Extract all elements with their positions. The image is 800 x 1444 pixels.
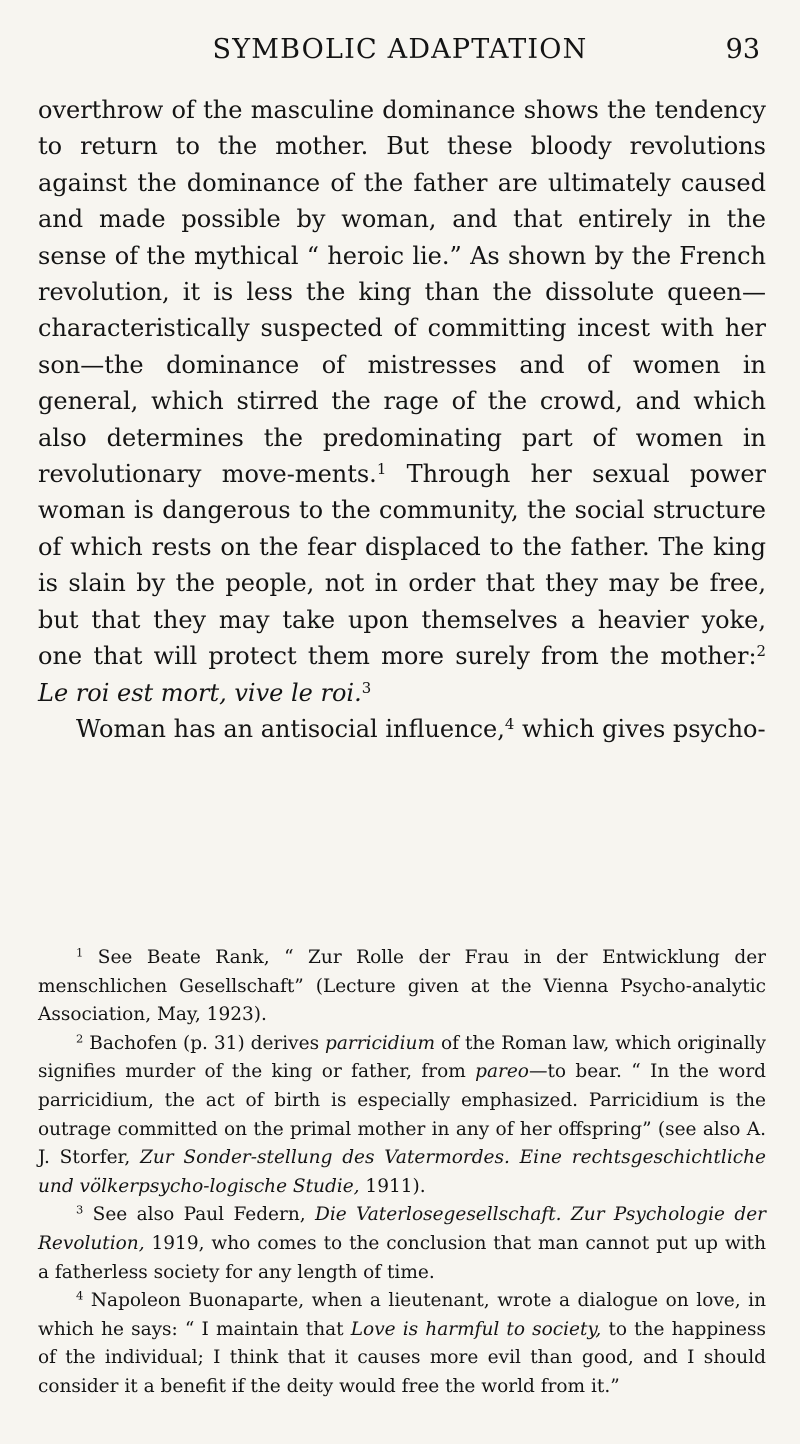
footnote-number: 2 [76, 1031, 84, 1046]
footnotes [38, 944, 766, 1402]
body-text-run: Woman has an antisocial influence, [76, 714, 505, 743]
footnote-term: parricidium [325, 1032, 436, 1054]
footnote-text: Napoleon Buonaparte, when a lieutenant, wrote a dialogue on love, in which he says: “ I maintain that [38, 1290, 766, 1340]
body-text-run: Through her sexual power woman is dangerous to the community, the social structure of which rests on the fear displaced to the father. The king is slain by the people, not in order that they may be free, but that they may take upon themselves a heavier yoke, one that will protect them more surely from the mother: [38, 460, 766, 671]
footnote-1 [38, 944, 766, 1030]
footnote-number: 3 [76, 1203, 84, 1218]
footnote-number: 4 [76, 1288, 84, 1303]
footnote-term: pareo [475, 1061, 529, 1083]
running-title: SYMBOLIC ADAPTATION [212, 34, 588, 65]
body-text-run: which gives psycho- [514, 714, 766, 743]
page-number: 93 [725, 34, 760, 65]
footnote-ref: 1 [376, 459, 387, 478]
footnote-2 [38, 1030, 766, 1202]
footnote-text: to the happiness of the individual; I think that it causes more evil than good, and I should consider it a benefit if the deity would free the world from it.” [38, 1318, 766, 1397]
body-text [38, 92, 766, 747]
body-paragraph [38, 92, 766, 711]
footnote-work-title: Die Vaterlosegesellschaft. Zur Psychologie der Revolution, [38, 1204, 767, 1254]
footnote-4 [38, 1287, 766, 1401]
footnote-text: —to bear. “ In the word parricidium, the act of birth is especially emphasized. Parricidium is the outrage committed on the primal mother in any of her offspring” (see also A. J. Storfer, [38, 1061, 767, 1169]
footnote-ref: 3 [361, 678, 372, 697]
body-paragraph [38, 711, 766, 747]
running-head [0, 34, 800, 74]
footnote-ref: 4 [504, 714, 515, 733]
footnote-text: Bachofen (p. 31) derives [83, 1032, 326, 1054]
footnote-quote: Love is harmful to society, [350, 1318, 602, 1340]
footnote-text: See Beate Rank, “ Zur Rolle der Frau in der Entwicklung der menschlichen Gesellschaft” (Lecture given at the Vienna Psycho-analytic Association, May, 1923). [38, 947, 766, 1026]
footnote-number: 1 [76, 945, 84, 960]
footnote-text: 1911). [359, 1175, 426, 1197]
footnote-ref: 2 [756, 641, 766, 660]
footnote-3 [38, 1201, 766, 1287]
french-quote: Le roi est mort, vive le roi. [38, 678, 362, 707]
footnote-work-title: Zur Sonder-stellung des Vatermordes. Eine rechtsgeschichtliche und völkerpsycho-logische Studie, [38, 1147, 766, 1197]
footnote-text: 1919, who comes to the conclusion that man cannot put up with a fatherless society for any length of time. [38, 1232, 766, 1283]
footnote-text: of the Roman law, which originally signifies murder of the king or father, from [38, 1032, 766, 1083]
footnote-text: See also Paul Federn, [83, 1204, 316, 1226]
body-text-run: overthrow of the masculine dominance shows the tendency to return to the mother. But these bloody revolutions against the dominance of the father are ultimately caused and made possible by woman, and that entirely in the sense of the mythical “ heroic lie.” As shown by the French revolution, it is less the king than the dissolute queen—characteristically suspected of committing incest with her son—the dominance of mistresses and of women in general, which stirred the rage of the crowd, and which also determines the predominating part of women in revolutionary move-ments. [38, 96, 766, 489]
